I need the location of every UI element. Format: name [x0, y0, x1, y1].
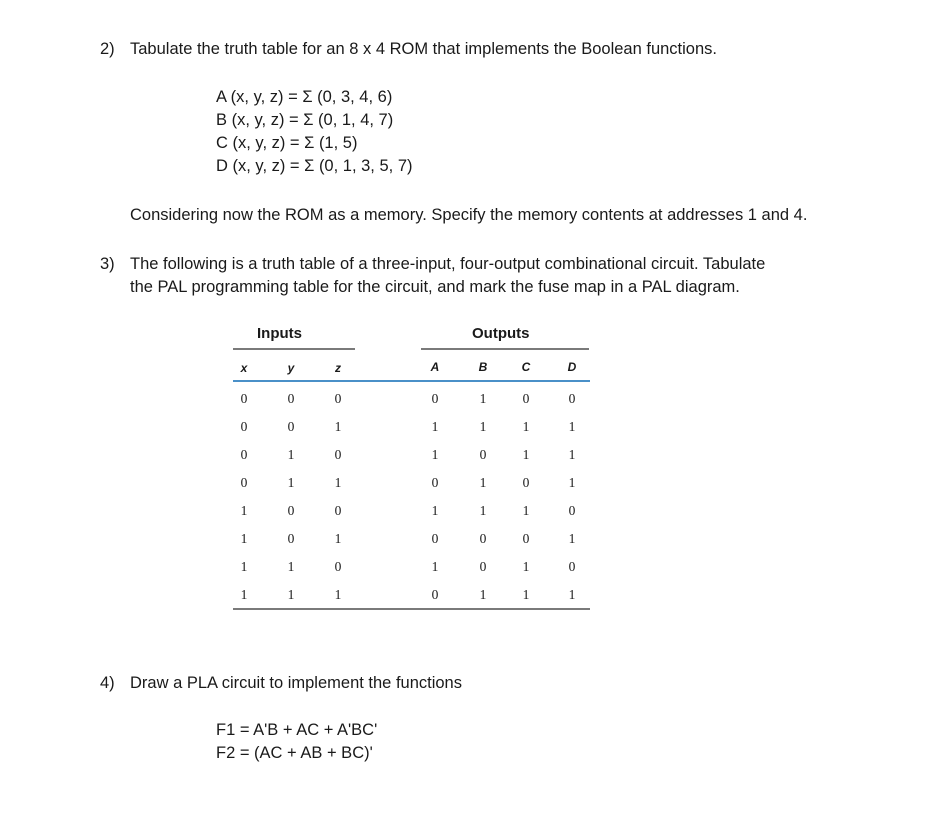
table-cell: 0 [334, 559, 342, 574]
inputs-header: Inputs [257, 325, 302, 342]
q2-function-d: D (x, y, z) = Σ (0, 1, 3, 5, 7) [216, 157, 413, 175]
table-cell: 1 [522, 587, 530, 602]
table-cell: 0 [479, 447, 487, 462]
table-cell: 1 [431, 419, 439, 434]
q2-function-list [216, 86, 413, 178]
table-cell: 1 [568, 531, 576, 546]
col-header-a: A [430, 360, 440, 374]
table-cell: 1 [334, 587, 342, 602]
inputs-header-rule [233, 348, 355, 350]
table-cell: 0 [240, 419, 248, 434]
table-cell: 0 [334, 447, 342, 462]
table-cell: 1 [568, 475, 576, 490]
table-cell: 1 [334, 531, 342, 546]
table-cell: 0 [522, 391, 530, 406]
q2-text: Tabulate the truth table for an 8 x 4 ROM that implements the Boolean functions. [130, 40, 717, 58]
table-cell: 0 [240, 447, 248, 462]
table-cell: 0 [287, 391, 295, 406]
table-cell: 1 [431, 559, 439, 574]
q2-function-a: A (x, y, z) = Σ (0, 3, 4, 6) [216, 88, 393, 106]
table-cell: 1 [240, 503, 248, 518]
col-header-b: B [478, 360, 488, 374]
table-cell: 1 [568, 419, 576, 434]
q2-number: 2) [100, 40, 115, 58]
table-cell: 1 [334, 419, 342, 434]
table-cell: 0 [287, 503, 295, 518]
table-cell: 0 [568, 559, 576, 574]
table-cell: 0 [568, 391, 576, 406]
table-cell: 1 [240, 587, 248, 602]
table-cell: 1 [522, 503, 530, 518]
q4-function-f1: F1 = A'B + AC + A'BC' [216, 721, 378, 739]
outputs-header: Outputs [472, 325, 530, 342]
table-cell: 0 [568, 503, 576, 518]
table-cell: 0 [334, 503, 342, 518]
table-cell: 1 [522, 559, 530, 574]
col-header-y: y [287, 361, 295, 375]
table-cell: 0 [522, 531, 530, 546]
table-cell: 1 [522, 419, 530, 434]
table-cell: 0 [431, 475, 439, 490]
q4-number: 4) [100, 674, 115, 692]
table-cell: 0 [334, 391, 342, 406]
table-cell: 1 [240, 531, 248, 546]
table-cell: 1 [287, 447, 295, 462]
table-cell: 1 [522, 447, 530, 462]
table-cell: 0 [479, 559, 487, 574]
col-header-c: C [521, 360, 531, 374]
table-cell: 1 [287, 587, 295, 602]
col-header-x: x [240, 361, 248, 375]
q2-function-b: B (x, y, z) = Σ (0, 1, 4, 7) [216, 111, 394, 129]
table-cell: 1 [431, 503, 439, 518]
q3-text-line1: The following is a truth table of a three-input, four-output combinational circuit. Tabulate [130, 255, 766, 273]
q2-followup: Considering now the ROM as a memory. Specify the memory contents at addresses 1 and 4. [130, 206, 808, 224]
table-cell: 0 [240, 475, 248, 490]
q3-text-line2: the PAL programming table for the circuit, and mark the fuse map in a PAL diagram. [130, 278, 740, 296]
table-bottom-rule [233, 608, 590, 610]
q3-number: 3) [100, 255, 115, 273]
table-cell: 1 [479, 475, 487, 490]
table-cell: 1 [568, 447, 576, 462]
table-cell: 1 [431, 447, 439, 462]
table-cell: 0 [431, 391, 439, 406]
table-cell: 1 [479, 419, 487, 434]
col-header-z: z [335, 361, 341, 375]
table-cell: 0 [431, 587, 439, 602]
table-cell: 1 [287, 475, 295, 490]
table-cell: 0 [287, 531, 295, 546]
table-cell: 1 [479, 587, 487, 602]
table-cell: 0 [240, 391, 248, 406]
table-cell: 1 [479, 503, 487, 518]
q4-function-f2: F2 = (AC + AB + BC)' [216, 744, 373, 762]
col-header-d: D [567, 360, 577, 374]
table-cell: 1 [479, 391, 487, 406]
table-cell: 1 [240, 559, 248, 574]
table-cell: 0 [522, 475, 530, 490]
q4-text: Draw a PLA circuit to implement the functions [130, 674, 462, 692]
table-cell: 0 [431, 531, 439, 546]
q4-function-list [216, 719, 377, 765]
table-cell: 0 [479, 531, 487, 546]
table-cell: 1 [287, 559, 295, 574]
q2-function-c: C (x, y, z) = Σ (1, 5) [216, 134, 358, 152]
column-header-rule [233, 380, 590, 382]
table-cell: 1 [568, 587, 576, 602]
table-cell: 0 [287, 419, 295, 434]
table-cell: 1 [334, 475, 342, 490]
outputs-header-rule [421, 348, 589, 350]
